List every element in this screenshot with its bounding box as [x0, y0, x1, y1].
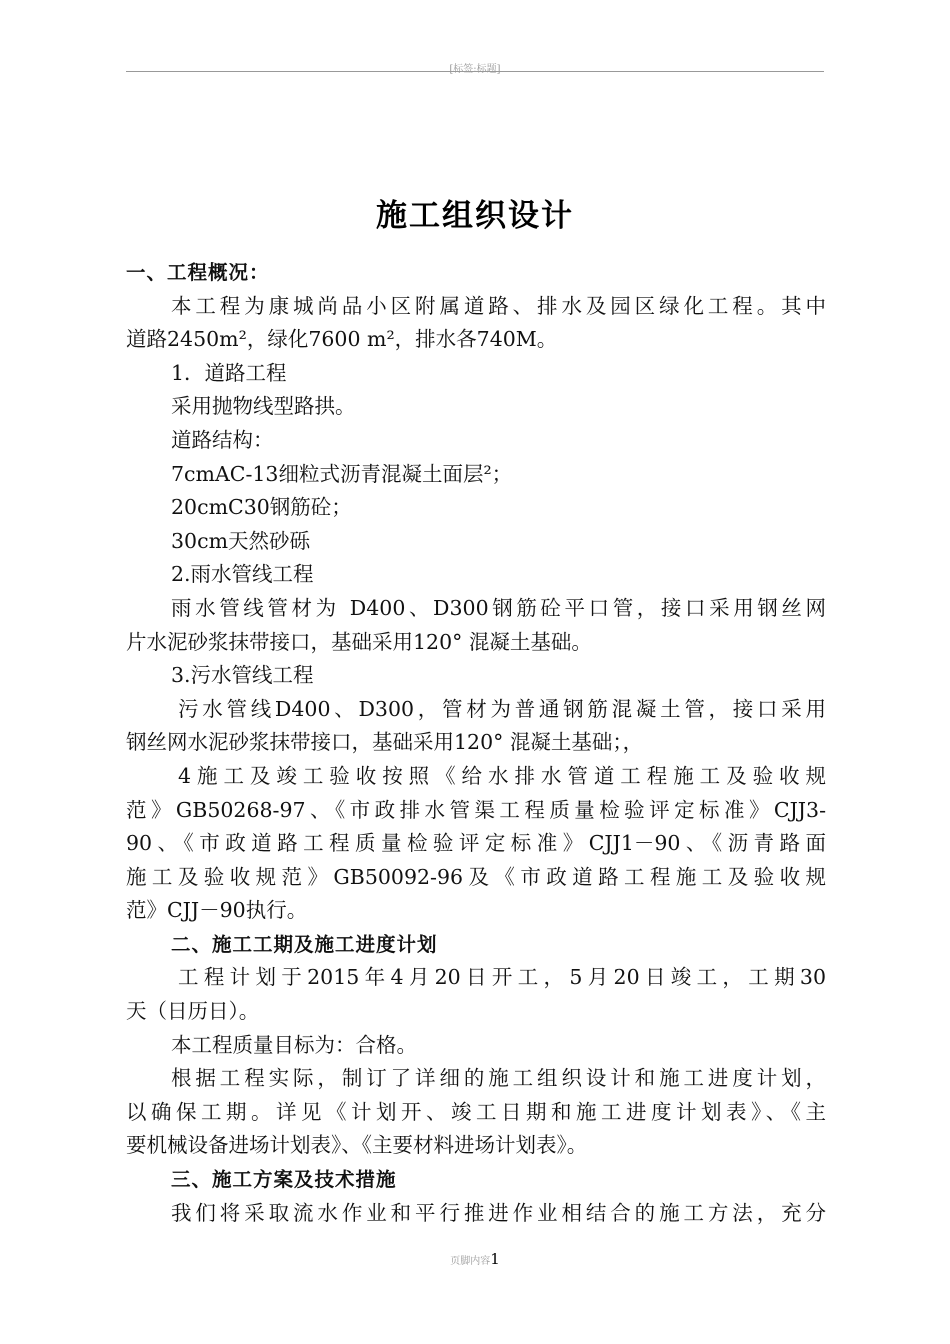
paragraph-line: 7cmAC-13细粒式沥青混凝土面层²；: [171, 461, 513, 486]
paragraph-line: 范》GB50268-97、《市政排水管渠工程质量检验评定标准》CJJ3-: [126, 797, 826, 822]
header-tag: [标签:标题]: [449, 64, 501, 75]
page-footer: [0, 1250, 950, 1268]
section-heading-1: 一、工程概况：: [126, 261, 270, 284]
paragraph-line: 根据工程实际，制订了详细的施工组织设计和施工进度计划，: [171, 1066, 826, 1091]
paragraph-line: 污水管线D400、D300，管材为普通钢筋混凝土管，接口采用: [178, 696, 826, 721]
paragraph-line: 雨水管线管材为 D400、D300钢筋砼平口管，接口采用钢丝网: [171, 595, 826, 620]
footer-label: 页脚内容: [450, 1256, 491, 1267]
page-number: 1: [490, 1250, 500, 1268]
paragraph-line: 道路2450m²，绿化7600 m²，排水各740M。: [126, 327, 558, 352]
paragraph-line: 本工程质量目标为：合格。: [171, 1032, 417, 1057]
paragraph-line: 4施工及竣工验收按照《给水排水管道工程施工及验收规: [178, 763, 826, 788]
paragraph-line: 工程计划于2015年4月20日开工，5月20日竣工，工期30: [178, 965, 826, 990]
subsection-heading: 2.雨水管线工程: [171, 562, 314, 587]
document-title: 施工组织设计: [376, 198, 574, 234]
section-heading-3: 三、施工方案及技术措施: [171, 1168, 397, 1192]
section-heading-2: 二、施工工期及施工进度计划: [171, 932, 438, 956]
paragraph-line: 范》CJJ－90执行。: [126, 898, 308, 923]
subsection-heading: 1．道路工程: [171, 360, 287, 385]
paragraph-line: 我们将采取流水作业和平行推进作业相结合的施工方法，充分: [171, 1200, 826, 1225]
paragraph-line: 采用抛物线型路拱。: [171, 394, 356, 419]
document-body: [126, 256, 826, 1230]
paragraph-line: 天（日历日）。: [126, 999, 260, 1024]
header-divider: [126, 71, 824, 72]
paragraph-line: 道路结构：: [171, 427, 274, 452]
paragraph-line: 30cm天然砂砾: [171, 528, 311, 553]
paragraph-line: 90、《市政道路工程质量检验评定标准》CJJ1－90、《沥青路面: [126, 831, 826, 856]
paragraph-line: 钢丝网水泥砂浆抹带接口，基础采用120° 混凝土基础；，: [126, 730, 644, 755]
paragraph-line: 以确保工期。详见《计划开、竣工日期和施工进度计划表》、《主: [126, 1099, 826, 1124]
paragraph-line: 施工及验收规范》GB50092-96及《市政道路工程施工及验收规: [126, 864, 826, 889]
paragraph-line: 要机械设备进场计划表》、《主要材料进场计划表》。: [126, 1133, 588, 1158]
paragraph-line: 片水泥砂浆抹带接口，基础采用120° 混凝土基础。: [126, 629, 592, 654]
subsection-heading: 3.污水管线工程: [171, 663, 314, 688]
paragraph-line: 本工程为康城尚品小区附属道路、排水及园区绿化工程。其中: [171, 293, 826, 318]
paragraph-line: 20cmC30钢筋砼；: [171, 495, 352, 520]
